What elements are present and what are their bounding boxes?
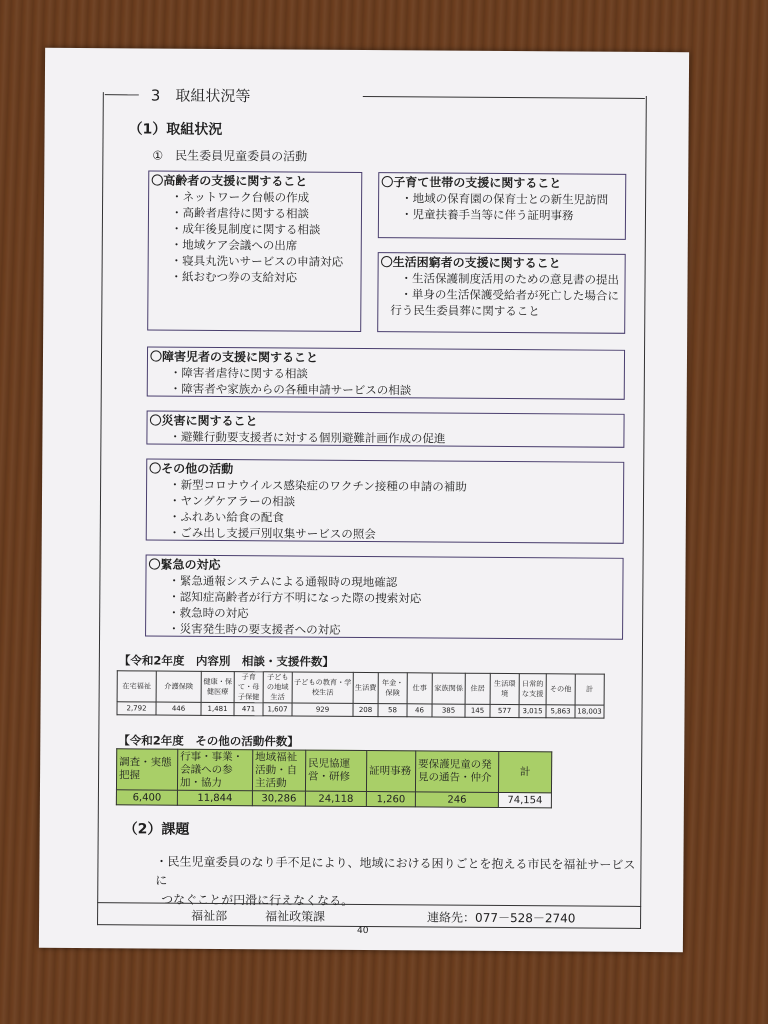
list-item: ・ 地域の保育園の保育士との新生児訪問 — [401, 190, 625, 208]
table-header-cell: 地域福祉活動・自主活動 — [252, 750, 305, 791]
table-cell: 1,481 — [201, 702, 234, 715]
list-item: ・ 単身の生活保護受給者が死亡した場合に — [400, 286, 624, 304]
table-header-cell: 要保護児童の発見の通告・仲介 — [415, 751, 498, 793]
section-title: 3 取組状況等 — [150, 86, 251, 106]
table-cell: 74,154 — [498, 792, 551, 807]
table-cell: 929 — [292, 703, 353, 716]
table-cell: 385 — [432, 704, 465, 717]
list-item: ・ 災害発生時の要支援者への対応 — [168, 621, 622, 640]
table-header-row — [116, 749, 551, 793]
section-heading — [105, 84, 647, 108]
bullet-list — [147, 476, 623, 543]
table-header-cell: 調査・実態把握 — [116, 749, 177, 790]
table-header-cell: 生活環境 — [490, 673, 519, 704]
table-cell: 2,792 — [117, 702, 156, 715]
box-poverty-support — [377, 252, 626, 334]
list-item: ・ 成年後見制度に関する相談 — [171, 221, 361, 238]
table-header-cell: 日常的な支援 — [519, 674, 546, 705]
table-header-cell: その他 — [546, 674, 575, 705]
divider — [105, 94, 139, 95]
table1-title: 【令和2年度 内容別 相談・支援件数】 — [118, 653, 334, 669]
bullet-list — [146, 572, 622, 639]
table-header-cell: 介護保険 — [156, 671, 201, 702]
footer — [97, 902, 641, 927]
box-other-activities — [146, 458, 625, 543]
table-row — [116, 790, 551, 808]
table-header-cell: 行事・事業・会議への参加・協力 — [177, 749, 252, 791]
bullet-list — [378, 270, 624, 304]
table-cell: 46 — [407, 704, 432, 717]
table-header-cell: 在宅福祉 — [117, 671, 156, 702]
table-header-cell: 健康・保健医療 — [201, 671, 234, 702]
table-cell: 18,003 — [575, 705, 604, 718]
other-activity-count-table — [116, 748, 552, 808]
table-cell: 577 — [490, 704, 519, 717]
box-childcare-support — [378, 172, 626, 240]
footer-contact: 連絡先：077－528－2740 — [427, 910, 576, 926]
list-item: ・ 児童扶養手当等に伴う証明事務 — [401, 206, 625, 224]
table-header-cell: 子どもの教育・学校生活 — [292, 672, 353, 703]
box-disabled-support — [147, 346, 625, 399]
box-heading: 〇障害児者の支援に関すること — [149, 349, 319, 365]
list-item: ・ 避難行動要支援者に対する個別避難計画作成の促進 — [169, 429, 623, 448]
page-number: 40 — [356, 925, 369, 937]
table-header-cell: 子育て・母子保健 — [234, 672, 263, 703]
table-header-cell: 計 — [575, 674, 604, 705]
issue-line: つなぐことが円滑に行えなくなる。 — [161, 892, 354, 908]
table-header-cell: 子どもの地域生活 — [263, 672, 292, 703]
table-cell: 5,863 — [546, 705, 575, 718]
table-cell: 145 — [465, 704, 490, 717]
table-cell: 3,015 — [519, 705, 546, 718]
table-cell: 208 — [353, 703, 378, 716]
box-heading: 〇子育て世帯の支援に関すること — [381, 175, 562, 191]
list-item: ・ 障害者や家族からの各種申請サービスの相談 — [170, 381, 624, 400]
box-elderly-support — [147, 170, 362, 331]
table-cell: 1,607 — [263, 703, 292, 716]
subsection-title-status: （1）取組状況 — [128, 121, 223, 139]
table-header-row — [117, 671, 604, 705]
table-cell: 446 — [156, 702, 201, 715]
table-header-cell: 住居 — [465, 673, 490, 704]
table-row — [117, 702, 604, 718]
box-heading: 〇生活困窮者の支援に関すること — [380, 255, 561, 271]
table-header-cell: 証明事務 — [366, 751, 415, 792]
box-emergency-response — [145, 554, 624, 639]
box-heading: 〇その他の活動 — [149, 461, 234, 477]
box-heading: 〇災害に関すること — [149, 413, 258, 429]
footer-department: 福祉部 — [191, 908, 228, 924]
subsection-title-issues: （2）課題 — [123, 821, 190, 838]
table-cell: 6,400 — [116, 790, 177, 805]
footer-division: 福祉政策課 — [265, 909, 326, 924]
table-cell: 246 — [415, 792, 498, 808]
table-cell: 471 — [234, 703, 263, 716]
table-header-cell: 計 — [498, 751, 551, 792]
list-item: ・ 新型コロナウイルス感染症のワクチン接種の申請の補助 — [169, 477, 623, 496]
list-item: ・ 生活保護制度活用のための意見書の提出 — [400, 270, 624, 288]
table-cell: 11,844 — [177, 790, 252, 806]
list-item: ・ ネットワーク台帳の作成 — [171, 189, 361, 206]
table-cell: 24,118 — [305, 791, 366, 806]
table-cell: 1,260 — [366, 792, 415, 807]
list-item: ・ 障害者虐待に関する相談 — [170, 365, 624, 384]
bullet-list — [379, 190, 625, 224]
table-header-cell: 仕事 — [407, 673, 432, 704]
list-item: ・ ごみ出し支援戸別収集サービスの照会 — [169, 525, 623, 544]
list-item: ・ 認知症高齢者が行方不明になった際の捜索対応 — [168, 589, 622, 608]
consultation-count-table — [116, 670, 604, 718]
box-heading: 〇緊急の対応 — [148, 557, 221, 572]
list-item: ・ 地域ケア会議への出席 — [171, 237, 361, 254]
table-header-cell: 年金・保険 — [378, 673, 407, 704]
table-header-cell: 民児協運営・研修 — [305, 750, 366, 791]
table2-title: 【令和2年度 その他の活動件数】 — [118, 733, 299, 749]
list-item: ・ ヤングケアラーの相談 — [169, 493, 623, 512]
table-cell: 30,286 — [252, 791, 305, 806]
issue-line: ・民生児童委員のなり手不足により、地域における困りごとを抱える市民を福祉サービスに — [155, 854, 636, 888]
list-item-continuation: 行う民生委員葬に関すること — [390, 303, 540, 319]
list-item: ・ 寝具丸洗いサービスの申請対応 — [171, 253, 361, 270]
box-heading: 〇高齢者の支援に関すること — [151, 173, 308, 189]
divider — [363, 96, 645, 99]
table-header-cell: 家族関係 — [432, 673, 465, 704]
table-cell: 58 — [378, 704, 407, 717]
table-header-cell: 生活費 — [353, 672, 378, 703]
list-item: ・ 緊急通報システムによる通報時の現地確認 — [168, 573, 622, 592]
list-item: ・ ふれあい給食の配食 — [169, 509, 623, 528]
bullet-list — [148, 364, 624, 399]
bullet-list — [148, 188, 361, 285]
bullet-list — [147, 428, 623, 447]
list-item: ・ 紙おむつ券の支給対応 — [170, 269, 360, 286]
list-item: ・ 高齢者虐待に関する相談 — [171, 205, 361, 222]
item-title-activities: ① 民生委員児童委員の活動 — [152, 148, 308, 164]
box-disaster — [146, 410, 624, 447]
list-item: ・ 救急時の対応 — [168, 605, 622, 624]
document-page — [39, 48, 689, 952]
